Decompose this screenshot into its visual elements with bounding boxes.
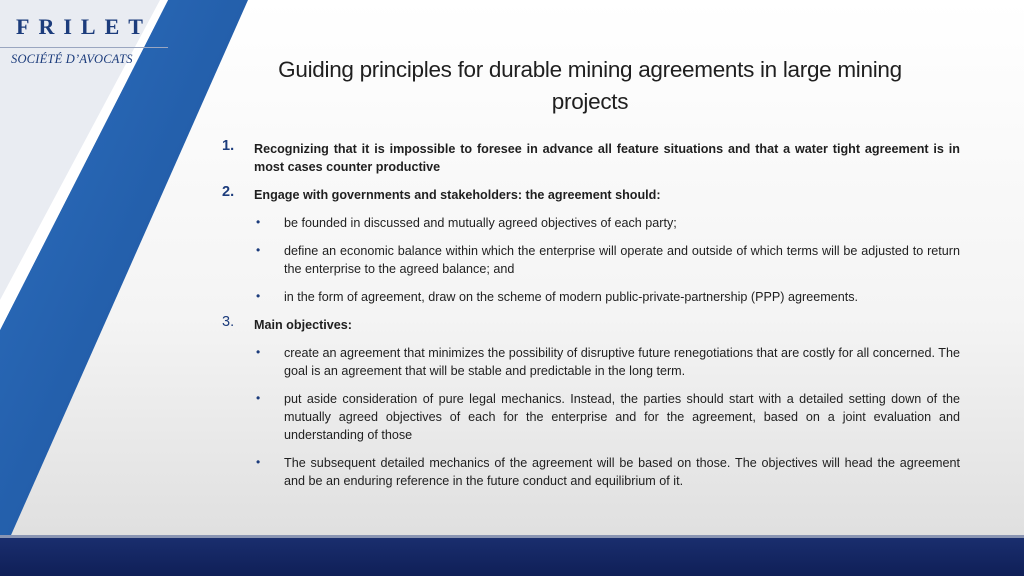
bullet-item <box>254 288 960 306</box>
logo-subtitle: SOCIÉTÉ D’AVOCATS <box>11 52 133 66</box>
logo-divider <box>0 47 168 48</box>
principle-1 <box>222 140 960 176</box>
bullet-text: be founded in discussed and mutually agreed objectives of each party; <box>284 216 677 230</box>
bullet-text: define an economic balance within which the enterprise will operate and outside of which terms will be adjusted to return the enterprise to the agreed balance; and <box>284 244 960 276</box>
bullet-text: in the form of agreement, draw on the scheme of modern public-private-partnership (PPP) agreements. <box>284 290 858 304</box>
slide-title: Guiding principles for durable mining agreements in large mining projects <box>278 57 902 114</box>
principle-text: Engage with governments and stakeholders: the agreement should: <box>254 188 661 202</box>
principle-2-bullets <box>254 214 960 306</box>
principles-list <box>222 140 960 500</box>
principle-2 <box>222 186 960 306</box>
bullet-text: put aside consideration of pure legal mechanics. Instead, the parties should start with a detailed setting down of the mutually agreed objectives of each for the enterprise and for the agreement, based on a joint evaluation and understanding of those <box>284 392 960 442</box>
principle-number: 2. <box>222 184 235 200</box>
bullet-item <box>254 344 960 380</box>
bullet-icon: • <box>256 391 261 405</box>
bullet-item <box>254 390 960 444</box>
bullet-text: create an agreement that minimizes the possibility of disruptive future renegotiations that are costly for all concerned. The goal is an agreement that will be stable and predictable in the long term. <box>284 346 960 378</box>
bullet-icon: • <box>256 289 261 303</box>
principle-text: Recognizing that it is impossible to foresee in advance all feature situations and that a water tight agreement is in most cases counter productive <box>254 142 960 174</box>
principle-3-bullets <box>254 344 960 490</box>
principle-number: 1. <box>222 138 235 154</box>
frilet-logo <box>0 14 170 67</box>
bullet-item <box>254 242 960 278</box>
principle-number: 3. <box>222 314 235 330</box>
footer-band <box>0 538 1024 576</box>
bullet-icon: • <box>256 243 261 257</box>
bullet-icon: • <box>256 215 261 229</box>
principle-3 <box>222 316 960 490</box>
principle-text: Main objectives: <box>254 318 352 332</box>
bullet-text: The subsequent detailed mechanics of the agreement will be based on those. The objectives will head the agreement and be an enduring reference in the future conduct and equilibrium of it. <box>284 456 960 488</box>
bullet-icon: • <box>256 455 261 469</box>
logo-name: FRILET <box>16 14 152 39</box>
bullet-item <box>254 454 960 490</box>
bullet-icon: • <box>256 345 261 359</box>
bullet-item <box>254 214 960 232</box>
